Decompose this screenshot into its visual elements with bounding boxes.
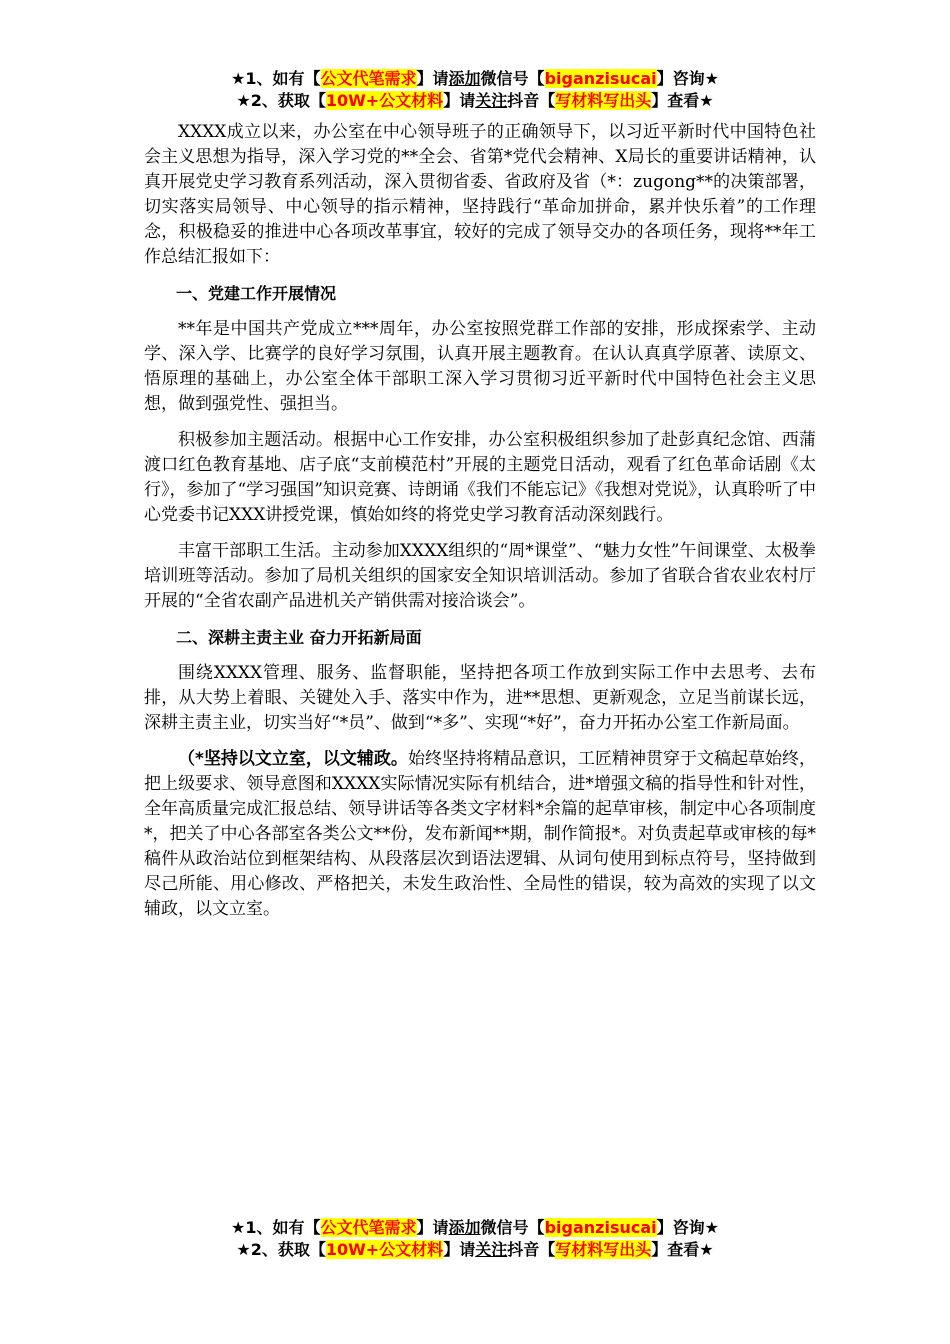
highlight-wechat-id: biganzisucai <box>544 69 657 88</box>
section-heading-1: 一、党建工作开展情况 <box>176 284 337 303</box>
paragraph-theme-activities: 积极参加主题活动。根据中心工作安排，办公室积极组织参加了赴彭真纪念馆、西蒲渡口红色教育基地、店子底“支前模范村”开展的主题党日活动，观看了红色革命话剧《太行》，参加了“学习强国”知识竞赛、诗朗诵《我们不能忘记》《我想对党说》，认真聆听了中心党委书记XXX讲授党课，慎始如终的将党史学习教育活动深刻践行。 <box>144 430 816 525</box>
footer-banner <box>0 1217 950 1261</box>
banner-line-1: ★1、如有【公文代笔需求】请添加微信号【biganzisucai】咨询★ <box>231 69 719 88</box>
banner-line-1: ★1、如有【公文代笔需求】请添加微信号【biganzisucai】咨询★ <box>231 1218 719 1237</box>
paragraph-staff-life: 丰富干部职工生活。主动参加XXXX组织的“周*课堂”、“魅力女性”午间课堂、太极拳培训班等活动。参加了局机关组织的国家安全知识培训活动。参加了省联合省农业农村厅开展的“全省农副产品进机关产销供需对接洽谈会”。 <box>144 541 816 611</box>
paragraph-party-building: **年是中国共产党成立***周年，办公室按照党群工作部的安排，形成探索学、主动学、深入学、比赛学的良好学习氛围，认真开展主题教育。在认认真真学原著、读原文、悟原理的基础上，办公室全体干部职工深入学习贯彻习近平新时代中国特色社会主义思想，做到强党性、强担当。 <box>144 319 816 414</box>
banner-line-2: ★2、获取【10W+公文材料】请关注抖音【写材料写出头】查看★ <box>236 1240 714 1259</box>
highlight-materials: 10W+公文材料 <box>325 91 444 110</box>
paragraph-main-duties: 围绕XXXX管理、服务、监督职能，坚持把各项工作放到实际工作中去思考、去布排，从大势上着眼、关键处入手、落实中作为，进**思想、更新观念，立足当前谋长远，深耕主责主业，切实当好“*员”、做到“*多”、实现“*好”，奋力开拓办公室工作新局面。 <box>144 663 816 733</box>
highlight-douyin-account: 写材料写出头 <box>555 91 652 110</box>
highlight-wechat-id: biganzisucai <box>544 1218 657 1237</box>
highlight-douyin-account: 写材料写出头 <box>555 1240 652 1259</box>
banner-line-2: ★2、获取【10W+公文材料】请关注抖音【写材料写出头】查看★ <box>236 91 714 110</box>
paragraph-writing-work <box>144 747 816 922</box>
highlight-writing-service: 公文代笔需求 <box>320 69 417 88</box>
highlight-materials: 10W+公文材料 <box>325 1240 444 1259</box>
intro-paragraph: XXXX成立以来，办公室在中心领导班子的正确领导下，以习近平新时代中国特色社会主义思想为指导，深入学习党的**全会、省第*党代会精神、X局长的重要讲话精神，认真开展党史学习教育系列活动，深入贯彻省委、省政府及省（*：zugong**的决策部署，切实落实局领导、中心领导的指示精神，坚持践行“革命加拼命，累并快乐着”的工作理念，积极稳妥的推进中心各项改革事宜，较好的完成了领导交办的各项任务，现将**年工作总结汇报如下： <box>144 122 816 267</box>
paragraph-lead-bold: （*坚持以文立室，以文辅政。 <box>178 749 408 769</box>
header-banner <box>0 68 950 112</box>
section-heading-2: 二、深耕主责主业 奋力开拓新局面 <box>176 628 422 647</box>
highlight-writing-service: 公文代笔需求 <box>320 1218 417 1237</box>
paragraph-body: 始终坚持将精品意识，工匠精神贯穿于文稿起草始终，把上级要求、领导意图和XXXX实际情况实际有机结合，进*增强文稿的指导性和针对性，全年高质量完成汇报总结、领导讲话等各类文字材料*余篇的起草审核，制定中心各项制度*，把关了中心各部室各类公文**份，发布新闻**期，制作简报*。对负责起草或审核的每*稿件从政治站位到框架结构、从段落层次到语法逻辑、从词句使用到标点符号，坚持做到尽己所能、用心修改、严格把关，未发生政治性、全局性的错误，较为高效的实现了以文辅政，以文立室。 <box>144 749 817 919</box>
document-body <box>144 120 816 922</box>
